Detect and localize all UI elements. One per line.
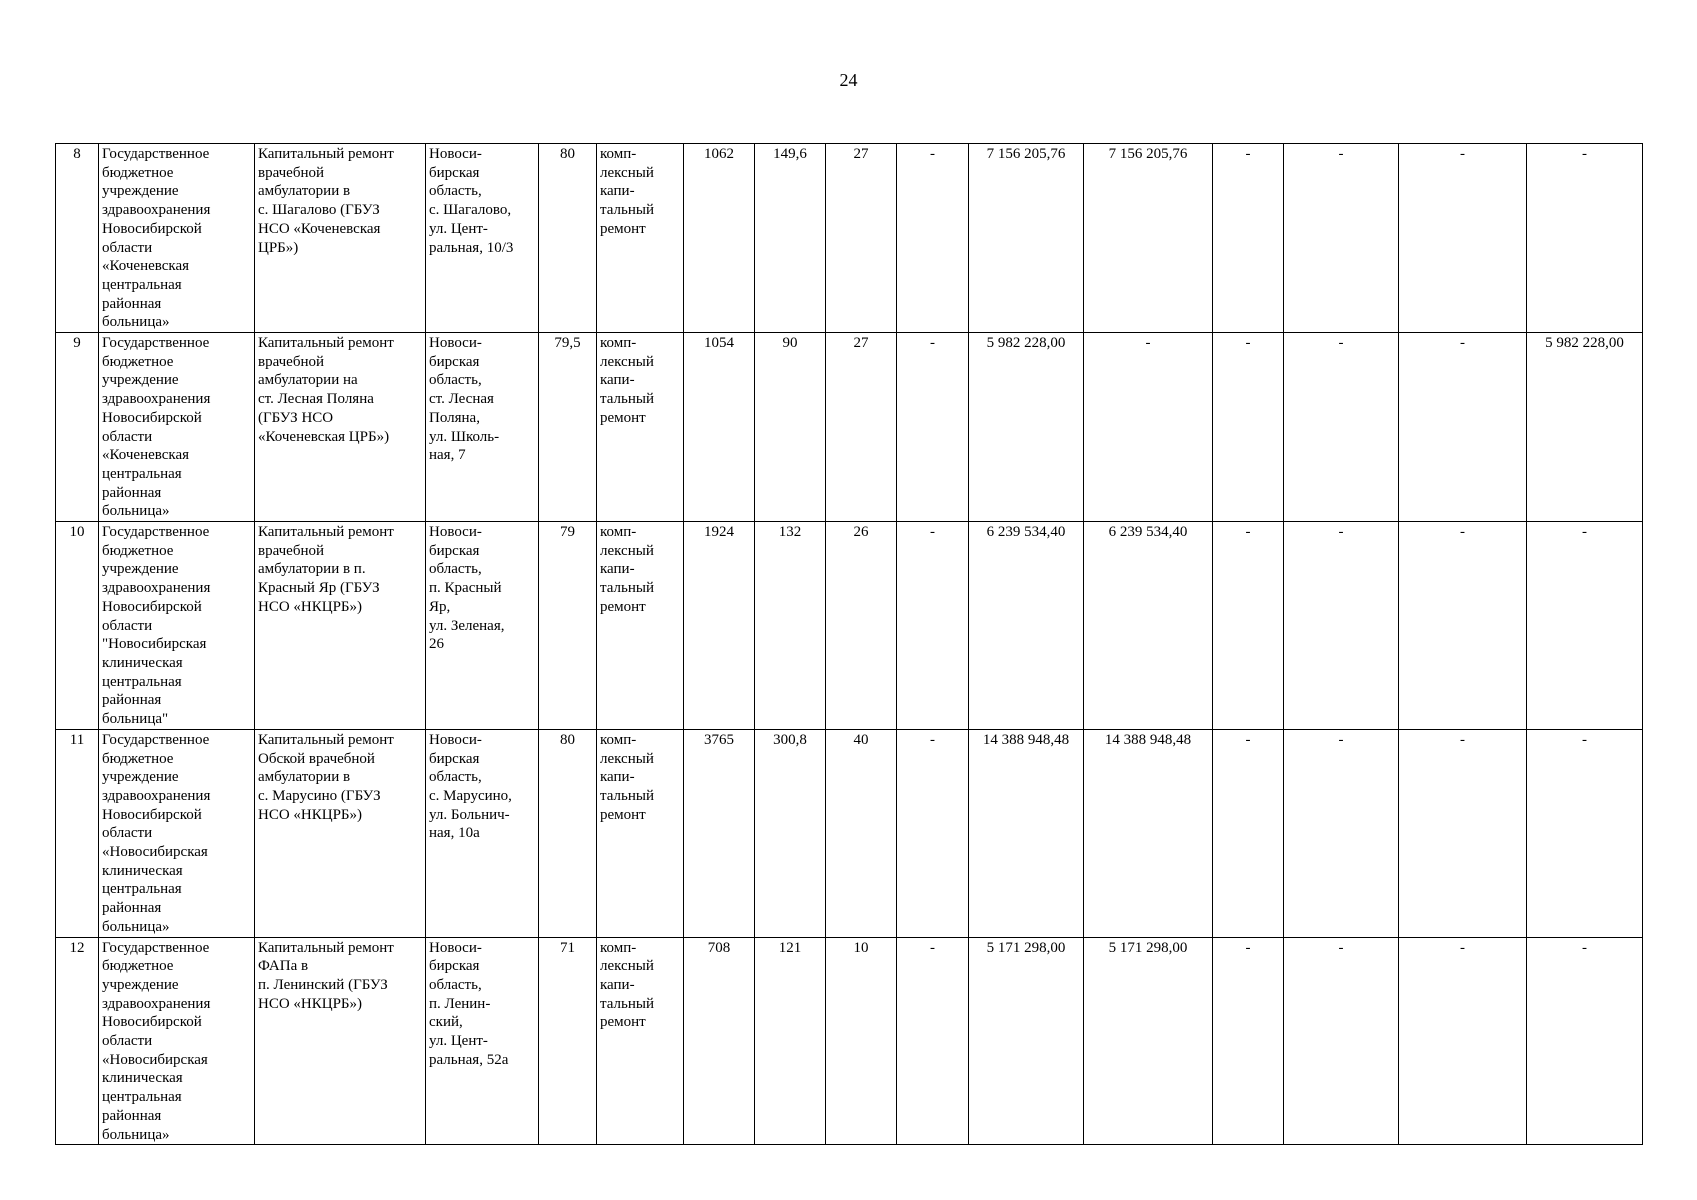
total-cost-cell: 5 982 228,00 <box>969 333 1084 522</box>
institution-name-cell: Государственное бюджетное учреждение здравоохранения Новосибирской области «Новосибирская клиническая центральная районная больница» <box>99 729 255 937</box>
area-value-cell: 1062 <box>684 144 755 333</box>
funding-year-2-cell: - <box>1213 333 1284 522</box>
repair-type-cell: комп- лексный капи- тальный ремонт <box>597 144 684 333</box>
institution-name-cell: Государственное бюджетное учреждение здравоохранения Новосибирской области "Новосибирская клиническая центральная районная больница" <box>99 522 255 730</box>
extra-value-cell: - <box>897 333 969 522</box>
capacity-value-cell: 26 <box>826 522 897 730</box>
total-cost-cell: 14 388 948,48 <box>969 729 1084 937</box>
funding-year-2-cell: - <box>1213 937 1284 1145</box>
volume-value-cell: 90 <box>755 333 826 522</box>
table-row <box>56 522 1643 730</box>
wear-percent-cell: 80 <box>539 729 597 937</box>
wear-percent-cell: 80 <box>539 144 597 333</box>
funding-year-2-cell: - <box>1213 729 1284 937</box>
volume-value-cell: 121 <box>755 937 826 1145</box>
object-address-cell: Новоси- бирская область, п. Ленин- ский, ул. Цент- ральная, 52а <box>426 937 539 1145</box>
extra-value-cell: - <box>897 522 969 730</box>
funding-year-3-cell: - <box>1284 144 1399 333</box>
objects-table <box>55 143 1643 1145</box>
total-cost-cell: 5 171 298,00 <box>969 937 1084 1145</box>
volume-value-cell: 132 <box>755 522 826 730</box>
area-value-cell: 1924 <box>684 522 755 730</box>
institution-name-cell: Государственное бюджетное учреждение здравоохранения Новосибирской области «Коченевская центральная районная больница» <box>99 144 255 333</box>
row-number-cell: 12 <box>56 937 99 1145</box>
total-cost-cell: 7 156 205,76 <box>969 144 1084 333</box>
area-value-cell: 3765 <box>684 729 755 937</box>
work-description-cell: Капитальный ремонт врачебной амбулатории на ст. Лесная Поляна (ГБУЗ НСО «Коченевская ЦРБ») <box>255 333 426 522</box>
funding-year-4-cell: - <box>1399 144 1527 333</box>
row-number-cell: 11 <box>56 729 99 937</box>
capacity-value-cell: 27 <box>826 333 897 522</box>
funding-year-5-cell: - <box>1527 144 1643 333</box>
row-number-cell: 9 <box>56 333 99 522</box>
wear-percent-cell: 79,5 <box>539 333 597 522</box>
capacity-value-cell: 40 <box>826 729 897 937</box>
area-value-cell: 708 <box>684 937 755 1145</box>
funding-year-2-cell: - <box>1213 144 1284 333</box>
row-number-cell: 10 <box>56 522 99 730</box>
repair-type-cell: комп- лексный капи- тальный ремонт <box>597 522 684 730</box>
extra-value-cell: - <box>897 937 969 1145</box>
funding-year-4-cell: - <box>1399 333 1527 522</box>
institution-name-cell: Государственное бюджетное учреждение здравоохранения Новосибирской области «Коченевская центральная районная больница» <box>99 333 255 522</box>
object-address-cell: Новоси- бирская область, с. Шагалово, ул. Цент- ральная, 10/3 <box>426 144 539 333</box>
work-description-cell: Капитальный ремонт врачебной амбулатории в с. Шагалово (ГБУЗ НСО «Коченевская ЦРБ») <box>255 144 426 333</box>
object-address-cell: Новоси- бирская область, ст. Лесная Поляна, ул. Школь- ная, 7 <box>426 333 539 522</box>
table-row <box>56 937 1643 1145</box>
funding-year-3-cell: - <box>1284 522 1399 730</box>
total-cost-cell: 6 239 534,40 <box>969 522 1084 730</box>
table-row <box>56 729 1643 937</box>
page-number: 24 <box>839 70 858 90</box>
table-row <box>56 333 1643 522</box>
repair-type-cell: комп- лексный капи- тальный ремонт <box>597 333 684 522</box>
funding-year-3-cell: - <box>1284 333 1399 522</box>
object-address-cell: Новоси- бирская область, с. Марусино, ул. Больнич- ная, 10а <box>426 729 539 937</box>
funding-year-1-cell: 5 171 298,00 <box>1084 937 1213 1145</box>
funding-year-1-cell: 7 156 205,76 <box>1084 144 1213 333</box>
funding-year-1-cell: - <box>1084 333 1213 522</box>
object-address-cell: Новоси- бирская область, п. Красный Яр, ул. Зеленая, 26 <box>426 522 539 730</box>
funding-year-5-cell: - <box>1527 729 1643 937</box>
wear-percent-cell: 71 <box>539 937 597 1145</box>
repair-type-cell: комп- лексный капи- тальный ремонт <box>597 729 684 937</box>
table-row <box>56 144 1643 333</box>
funding-year-5-cell: - <box>1527 522 1643 730</box>
funding-year-1-cell: 14 388 948,48 <box>1084 729 1213 937</box>
funding-year-1-cell: 6 239 534,40 <box>1084 522 1213 730</box>
funding-year-5-cell: - <box>1527 937 1643 1145</box>
work-description-cell: Капитальный ремонт ФАПа в п. Ленинский (ГБУЗ НСО «НКЦРБ») <box>255 937 426 1145</box>
capacity-value-cell: 27 <box>826 144 897 333</box>
work-description-cell: Капитальный ремонт врачебной амбулатории в п. Красный Яр (ГБУЗ НСО «НКЦРБ») <box>255 522 426 730</box>
work-description-cell: Капитальный ремонт Обской врачебной амбулатории в с. Марусино (ГБУЗ НСО «НКЦРБ») <box>255 729 426 937</box>
volume-value-cell: 300,8 <box>755 729 826 937</box>
area-value-cell: 1054 <box>684 333 755 522</box>
funding-year-5-cell: 5 982 228,00 <box>1527 333 1643 522</box>
funding-year-3-cell: - <box>1284 729 1399 937</box>
funding-year-2-cell: - <box>1213 522 1284 730</box>
funding-year-4-cell: - <box>1399 937 1527 1145</box>
funding-year-3-cell: - <box>1284 937 1399 1145</box>
row-number-cell: 8 <box>56 144 99 333</box>
capacity-value-cell: 10 <box>826 937 897 1145</box>
volume-value-cell: 149,6 <box>755 144 826 333</box>
extra-value-cell: - <box>897 729 969 937</box>
repair-type-cell: комп- лексный капи- тальный ремонт <box>597 937 684 1145</box>
funding-year-4-cell: - <box>1399 522 1527 730</box>
extra-value-cell: - <box>897 144 969 333</box>
funding-year-4-cell: - <box>1399 729 1527 937</box>
institution-name-cell: Государственное бюджетное учреждение здравоохранения Новосибирской области «Новосибирская клиническая центральная районная больница» <box>99 937 255 1145</box>
wear-percent-cell: 79 <box>539 522 597 730</box>
